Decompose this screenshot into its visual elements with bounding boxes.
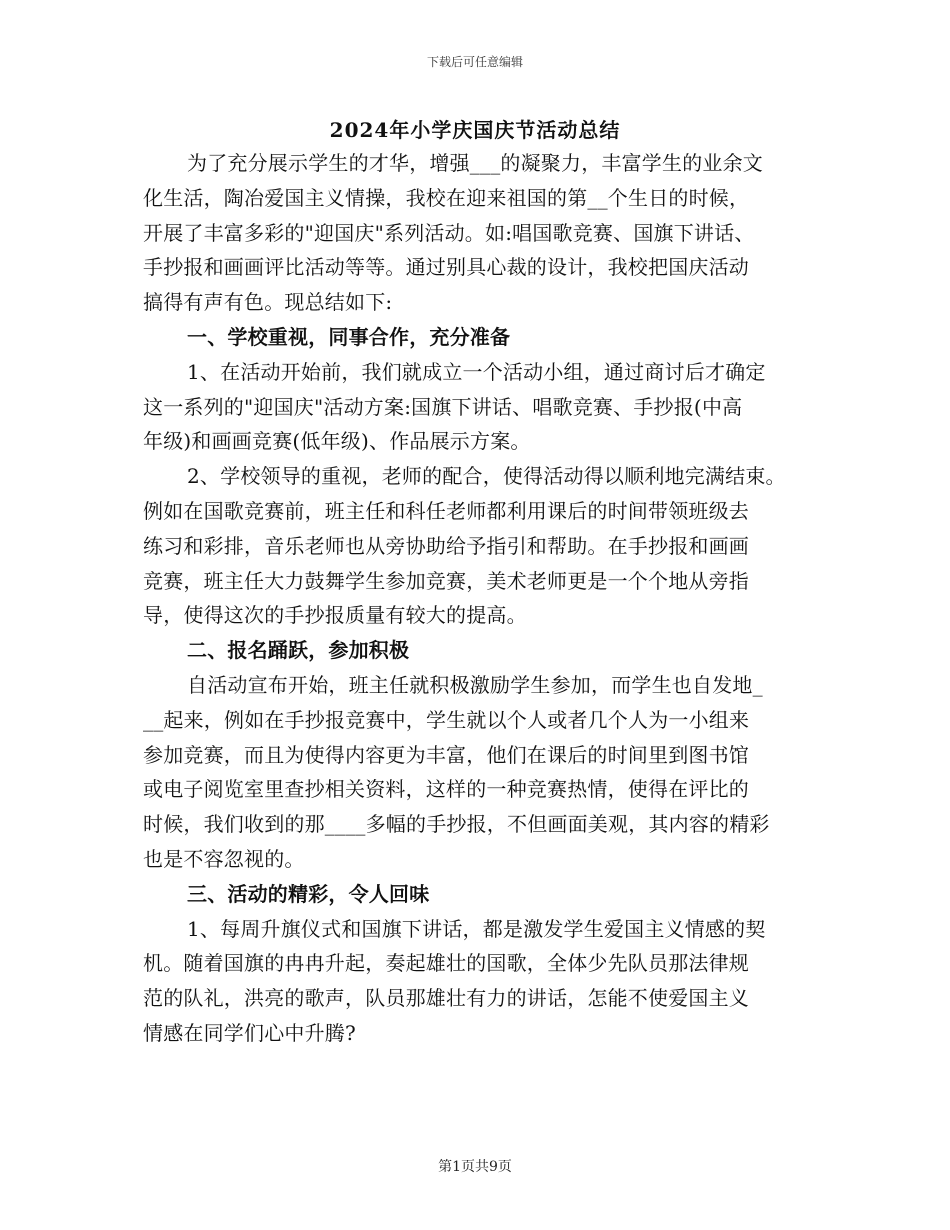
paragraph-line: 竞赛，班主任大力鼓舞学生参加竞赛，美术老师更是一个个地从旁指: [143, 568, 749, 593]
paragraph-line: 范的队礼，洪亮的歌声，队员那雄壮有力的讲话，怎能不使爱国主义: [143, 986, 749, 1011]
paragraph-line: 这一系列的"迎国庆"活动方案:国旗下讲话、唱歌竞赛、手抄报(中高: [143, 394, 743, 419]
paragraph-line: 为了充分展示学生的才华，增强___的凝聚力，丰富学生的业余文: [187, 151, 763, 175]
paragraph-line: 搞得有声有色。现总结如下:: [143, 290, 393, 315]
paragraph-line: 时候，我们收到的那____多幅的手抄报，不但画面美观，其内容的精彩: [143, 812, 770, 837]
section-heading: 三、活动的精彩，令人回味: [187, 881, 430, 906]
paragraph-line: 1、在活动开始前，我们就成立一个活动小组，通过商讨后才确定: [187, 359, 766, 384]
section-heading: 一、学校重视，同事合作，充分准备: [187, 324, 511, 349]
paragraph-line: 1、每周升旗仪式和国旗下讲话，都是激发学生爱国主义情感的契: [187, 916, 766, 941]
section-heading: 二、报名踊跃，参加积极: [187, 638, 410, 663]
paragraph-line: 开展了丰富多彩的"迎国庆"系列活动。如:唱国歌竞赛、国旗下讲话、: [143, 220, 755, 245]
page-number: 第1页共9页: [438, 1159, 512, 1175]
document-title: 2024年小学庆国庆节活动总结: [329, 118, 621, 142]
paragraph-line: 机。随着国旗的冉冉升起，奏起雄壮的国歌，全体少先队员那法律规: [143, 951, 749, 976]
paragraph-line: 情感在同学们心中升腾?: [143, 1020, 356, 1045]
paragraph-line: 2、学校领导的重视，老师的配合，使得活动得以顺利地完满结束。: [187, 464, 786, 489]
paragraph-line: 手抄报和画画评比活动等等。通过别具心裁的设计，我校把国庆活动: [143, 255, 749, 280]
paragraph-line: 也是不容忽视的。: [143, 846, 305, 871]
paragraph-line: 参加竞赛，而且为使得内容更为丰富，他们在课后的时间里到图书馆: [143, 742, 749, 767]
paragraph-line: 自活动宣布开始，班主任就积极激励学生参加，而学生也自发地_: [187, 672, 763, 697]
page-header-note: 下载后可任意编辑: [426, 55, 523, 69]
paragraph-line: 年级)和画画竞赛(低年级)、作品展示方案。: [143, 429, 531, 454]
document-body: [143, 146, 808, 1051]
paragraph-line: 例如在国歌竞赛前，班主任和科任老师都利用课后的时间带领班级去: [143, 498, 749, 523]
paragraph-line: __起来，例如在手抄报竞赛中，学生就以个人或者几个人为一小组来: [143, 707, 750, 732]
paragraph-line: 导，使得这次的手抄报质量有较大的提高。: [143, 603, 527, 628]
paragraph-line: 化生活，陶冶爱国主义情操，我校在迎来祖国的第__个生日的时候，: [143, 185, 750, 210]
paragraph-line: 或电子阅览室里查抄相关资料，这样的一种竞赛热情，使得在评比的: [143, 777, 749, 802]
paragraph-line: 练习和彩排，音乐老师也从旁协助给予指引和帮助。在手抄报和画画: [143, 533, 749, 558]
